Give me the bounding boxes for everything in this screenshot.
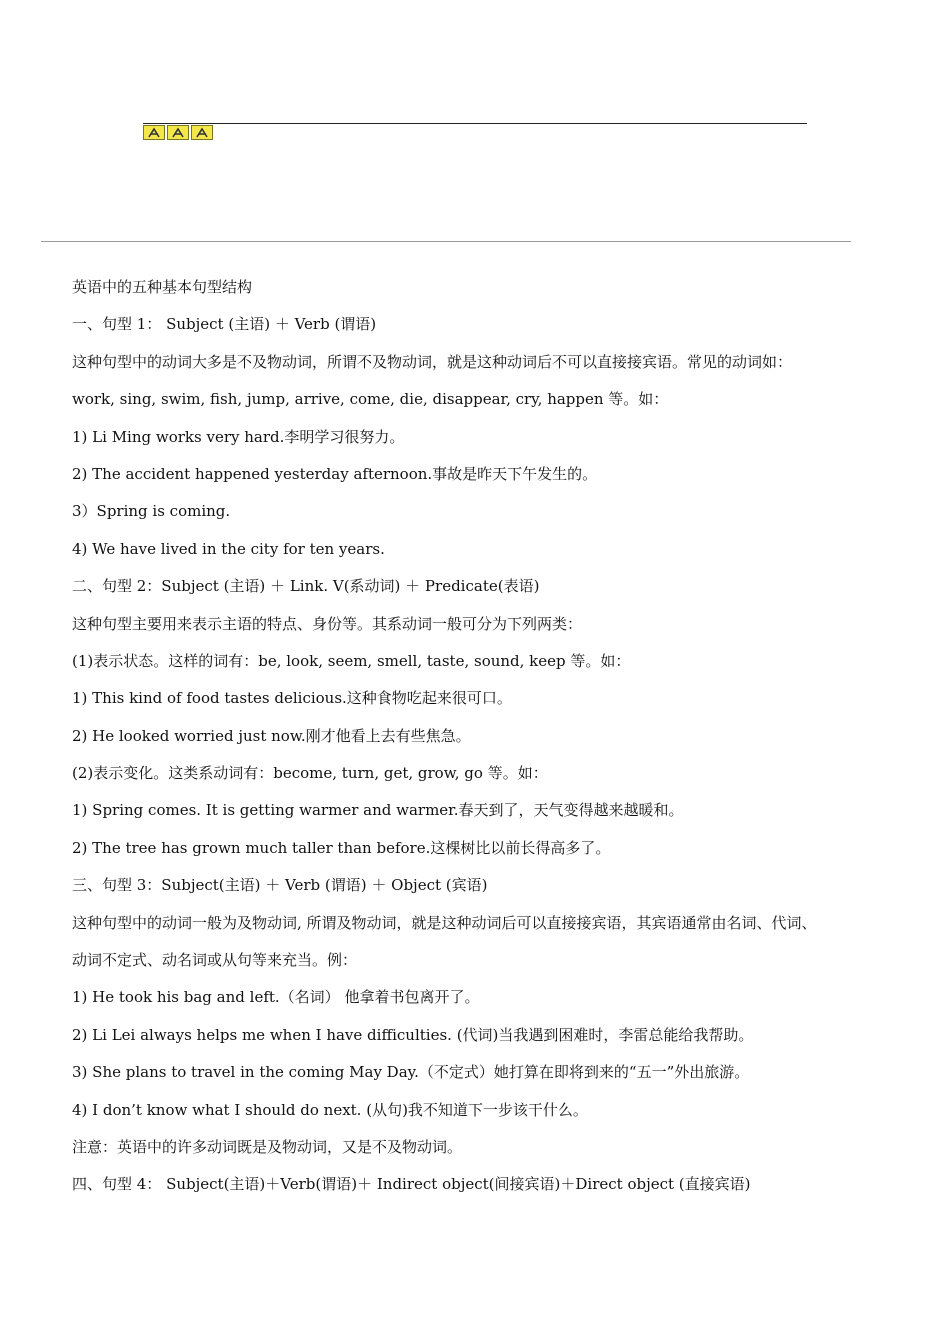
example-line: 1) He took his bag and left.（名词） 他拿着书包离开了。 [72, 988, 480, 1007]
header-rule [143, 123, 807, 124]
header-logo [143, 125, 215, 141]
document-title: 英语中的五种基本句型结构 [72, 278, 253, 296]
subheading-line: (1)表示状态。这样的词有：be, look, seem, smell, taste, sound, keep 等。如： [72, 651, 631, 670]
example-line: 1) Li Ming works very hard.李明学习很努力。 [72, 427, 405, 446]
document-body [72, 269, 892, 1204]
document-logo-icon [167, 125, 189, 140]
example-line: 3) She plans to travel in the coming May Day.（不定式）她打算在即将到来的“五一”外出旅游。 [72, 1063, 750, 1082]
example-line: 4) We have lived in the city for ten years. [72, 539, 385, 558]
document-logo-icon [191, 125, 213, 140]
section-heading-pattern-3: 三、句型 3：Subject(主语) ＋ Verb (谓语) ＋ Object (宾语) [72, 876, 488, 895]
section-divider [41, 241, 851, 242]
paragraph-line: 动词不定式、动名词或从句等来充当。例： [72, 951, 358, 970]
example-line: 2) He looked worried just now.刚才他看上去有些焦急。 [72, 726, 471, 745]
subheading-line: (2)表示变化。这类系动词有：become, turn, get, grow, go 等。如： [72, 764, 548, 783]
example-line: 3）Spring is coming. [72, 502, 231, 521]
paragraph-line: 这种句型中的动词一般为及物动词, 所谓及物动词，就是这种动词后可以直接接宾语，其宾语通常由名词、代词、 [72, 913, 817, 932]
section-heading-pattern-1: 一、句型 1： Subject (主语) ＋ Verb (谓语) [72, 315, 377, 334]
note-line: 注意：英语中的许多动词既是及物动词，又是不及物动词。 [72, 1137, 463, 1156]
section-heading-pattern-2: 二、句型 2：Subject (主语) ＋ Link. V(系动词) ＋ Predicate(表语) [72, 577, 540, 596]
paragraph-line: 这种句型主要用来表示主语的特点、身份等。其系动词一般可分为下列两类： [72, 614, 583, 633]
paragraph-line: 这种句型中的动词大多是不及物动词，所谓不及物动词，就是这种动词后不可以直接接宾语。常见的动词如： [72, 352, 793, 371]
document-logo-icon [143, 125, 165, 140]
example-line: 1) This kind of food tastes delicious.这种食物吃起来很可口。 [72, 689, 512, 708]
paragraph-line: work, sing, swim, fish, jump, arrive, come, die, disappear, cry, happen 等。如： [72, 390, 669, 409]
example-line: 4) I don’t know what I should do next. (从句)我不知道下一步该干什么。 [72, 1100, 588, 1119]
example-line: 1) Spring comes. It is getting warmer and warmer.春天到了，天气变得越来越暖和。 [72, 801, 684, 820]
example-line: 2) Li Lei always helps me when I have difficulties. (代词)当我遇到困难时，李雷总能给我帮助。 [72, 1025, 754, 1044]
section-heading-pattern-4: 四、句型 4： Subject(主语)＋Verb(谓语)＋ Indirect object(间接宾语)＋Direct object (直接宾语) [72, 1175, 751, 1194]
example-line: 2) The accident happened yesterday afternoon.事故是昨天下午发生的。 [72, 464, 598, 483]
example-line: 2) The tree has grown much taller than before.这棵树比以前长得高多了。 [72, 838, 611, 857]
